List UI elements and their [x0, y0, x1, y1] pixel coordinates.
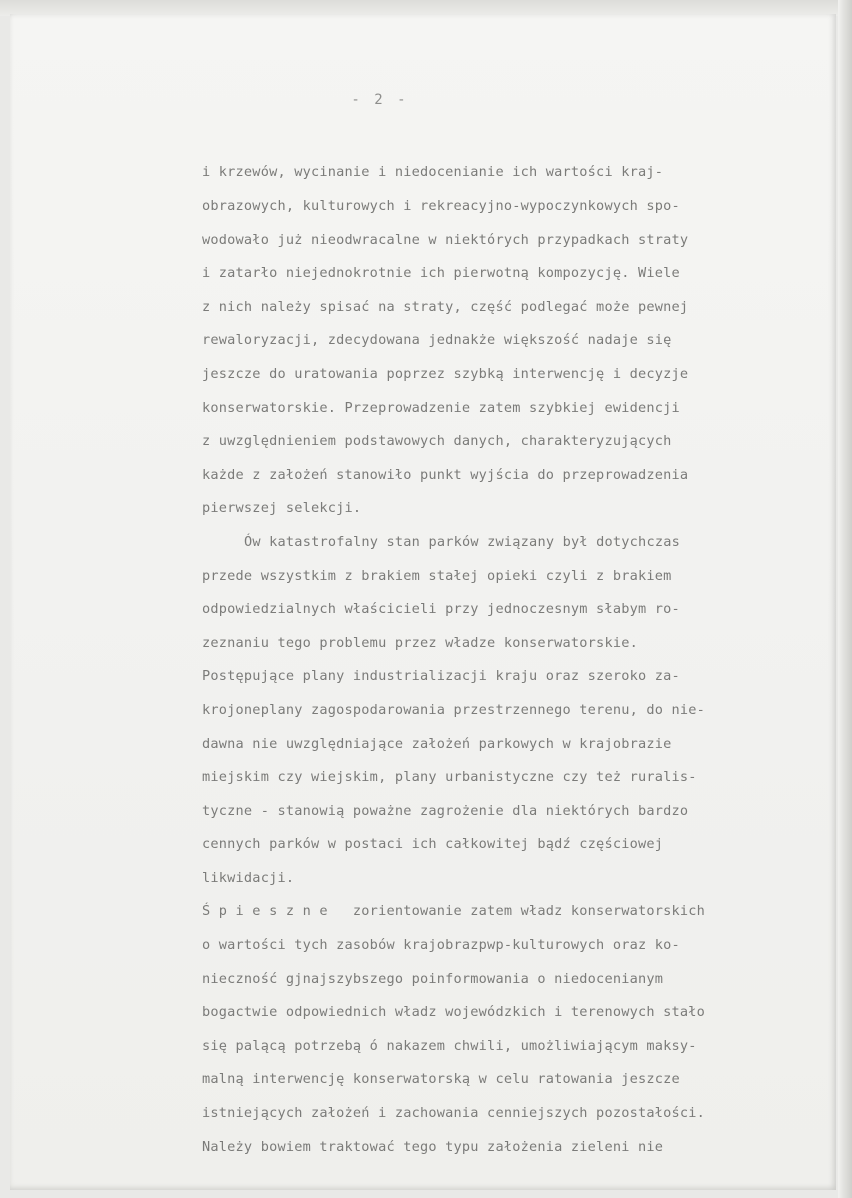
text-line: likwidacji.: [202, 870, 295, 886]
text-line: Należy bowiem traktować tego typu założenia zieleni nie: [202, 1139, 664, 1155]
text-line: Postępujące plany industrializacji kraju oraz szeroko za-: [202, 668, 680, 684]
text-line: Ś p i e s z n e zorientowanie zatem władz konserwatorskich: [202, 903, 706, 919]
text-line: krojoneplany zagospodarowania przestrzennego terenu, do nie-: [202, 702, 706, 718]
text-line: się palącą potrzebą ó nakazem chwili, umożliwiającym maksy-: [202, 1038, 697, 1054]
text-line: nieczność gjnajszybszego poinformowania o niedocenianym: [202, 971, 664, 987]
text-line: tyczne - stanowią poważne zagrożenie dla niektórych bardzo: [202, 803, 689, 819]
page-number: - 2 -: [351, 92, 409, 108]
text-line: bogactwie odpowiednich władz wojewódzkich i terenowych stało: [202, 1004, 706, 1020]
text-line: pierwszej selekcji.: [202, 500, 362, 516]
text-line: rewaloryzacji, zdecydowana jednakże większość nadaje się: [202, 332, 672, 348]
text-line: cennych parków w postaci ich całkowitej bądź częściowej: [202, 836, 664, 852]
text-line: konserwatorskie. Przeprowadzenie zatem szybkiej ewidencji: [202, 400, 680, 416]
text-line: przede wszystkim z brakiem stałej opieki czyli z brakiem: [202, 568, 672, 584]
text-line: i zatarło niejednokrotnie ich pierwotną kompozycję. Wiele: [202, 265, 680, 281]
text-line: wodowało już nieodwracalne w niektórych przypadkach straty: [202, 232, 689, 248]
text-line: z nich należy spisać na straty, część podlegać może pewnej: [202, 299, 689, 315]
text-line: o wartości tych zasobów krajobrazpwp-kulturowych oraz ko-: [202, 937, 680, 953]
text-line: każde z założeń stanowiło punkt wyjścia do przeprowadzenia: [202, 467, 689, 483]
text-line: z uwzględnieniem podstawowych danych, charakteryzujących: [202, 433, 672, 449]
text-line: zeznaniu tego problemu przez władze konserwatorskie.: [202, 635, 638, 651]
text-line: Ów katastrofalny stan parków związany był dotychczas: [244, 534, 680, 550]
text-line: obrazowych, kulturowych i rekreacyjno-wypoczynkowych spo-: [202, 198, 680, 214]
text-line: istniejących założeń i zachowania cenniejszych pozostałości.: [202, 1105, 706, 1121]
text-line: malną interwencję konserwatorską w celu ratowania jeszcze: [202, 1071, 680, 1087]
text-line: dawna nie uwzględniające założeń parkowych w krajobrazie: [202, 736, 672, 752]
text-line: odpowiedzialnych właścicieli przy jednoczesnym słabym ro-: [202, 601, 680, 617]
text-line: miejskim czy wiejskim, plany urbanistyczne czy też ruralis-: [202, 769, 697, 785]
text-line: i krzewów, wycinanie i niedocenianie ich wartości kraj-: [202, 164, 664, 180]
text-line: jeszcze do uratowania poprzez szybką interwencję i decyzje: [202, 366, 689, 382]
